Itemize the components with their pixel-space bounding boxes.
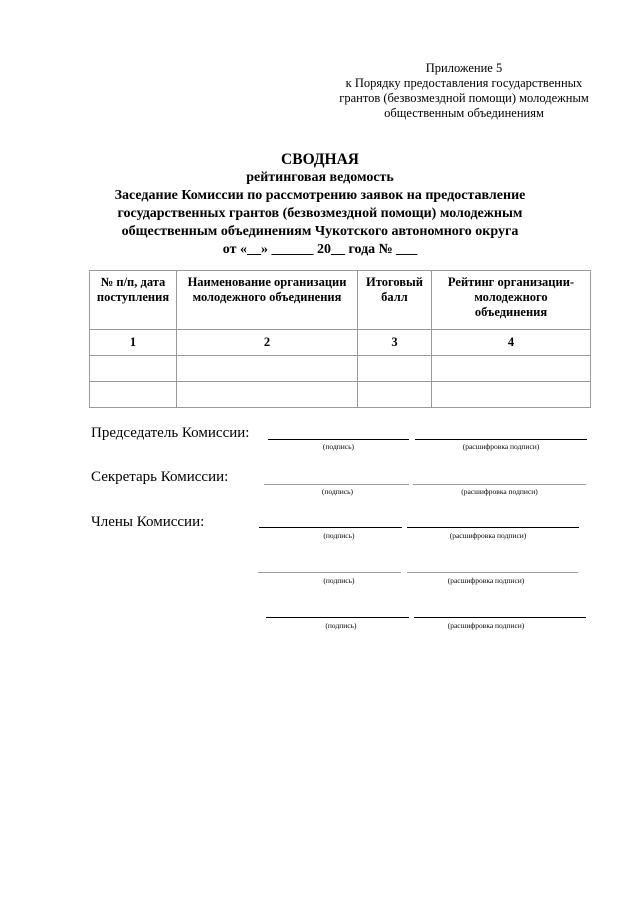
rating-table: [89, 270, 591, 408]
table-row: [90, 356, 591, 382]
signature-caption: (подпись): [325, 621, 357, 630]
heading-line: Заседание Комиссии по рассмотрению заявок на предоставление: [114, 188, 526, 203]
column-number: 2: [177, 330, 358, 356]
column-number: 3: [358, 330, 432, 356]
secretary-decode-line[interactable]: [413, 484, 586, 485]
document-heading: [80, 151, 560, 259]
appendix-line: Приложение 5: [425, 61, 503, 75]
heading-line: государственных грантов (безвозмездной помощи) молодежным: [117, 206, 523, 221]
member-signature-line[interactable]: [259, 527, 402, 528]
column-header-total-score: Итоговый балл: [358, 271, 432, 330]
decode-caption: (расшифровка подписи): [462, 442, 540, 451]
signature-caption: (подпись): [321, 487, 354, 496]
member-decode-line[interactable]: [414, 617, 586, 618]
table-cell[interactable]: [90, 382, 177, 408]
appendix-line: к Порядку предоставления государственных: [345, 76, 583, 90]
heading-date-line: от «__» ______ 20__ года № ___: [222, 242, 418, 257]
secretary-label: Секретарь Комиссии:: [91, 469, 229, 485]
members-label: Члены Комиссии:: [91, 514, 205, 530]
table-row: [90, 382, 591, 408]
appendix-line: грантов (безвозмездной помощи) молодежным: [339, 91, 589, 105]
appendix-line: общественным объединениям: [384, 106, 544, 120]
table-cell[interactable]: [90, 356, 177, 382]
column-number: 1: [90, 330, 177, 356]
member-decode-line[interactable]: [407, 527, 579, 528]
chairman-label: Председатель Комиссии:: [91, 425, 250, 441]
column-header-rating: Рейтинг организации- молодежного объединения: [432, 271, 591, 330]
signature-caption: (подпись): [323, 576, 355, 585]
document-title: СВОДНАЯ: [281, 151, 359, 168]
column-header-organization: Наименование организации молодежного объединения: [177, 271, 358, 330]
decode-caption: (расшифровка подписи): [449, 531, 527, 540]
table-cell[interactable]: [358, 382, 432, 408]
table-header-row: [90, 271, 591, 330]
chairman-decode-line[interactable]: [415, 439, 587, 440]
secretary-signature-line[interactable]: [264, 484, 409, 485]
document-subtitle: рейтинговая ведомость: [246, 170, 394, 185]
column-number-row: [90, 330, 591, 356]
table-cell[interactable]: [432, 382, 591, 408]
member-signature-line[interactable]: [266, 617, 409, 618]
table-cell[interactable]: [358, 356, 432, 382]
appendix-note: [318, 61, 610, 121]
table-cell[interactable]: [177, 382, 358, 408]
table-cell[interactable]: [432, 356, 591, 382]
column-header-number-date: № п/п, дата поступления: [90, 271, 177, 330]
chairman-signature-line[interactable]: [268, 439, 409, 440]
signature-caption: (подпись): [322, 442, 355, 451]
member-signature-line[interactable]: [258, 572, 401, 573]
table-cell[interactable]: [177, 356, 358, 382]
column-number: 4: [432, 330, 591, 356]
decode-caption: (расшифровка подписи): [447, 621, 525, 630]
heading-line: общественным объединениям Чукотского автономного округа: [121, 224, 519, 239]
signature-caption: (подпись): [323, 531, 355, 540]
member-decode-line[interactable]: [407, 572, 578, 573]
decode-caption: (расшифровка подписи): [461, 487, 538, 496]
decode-caption: (расшифровка подписи): [447, 576, 525, 585]
